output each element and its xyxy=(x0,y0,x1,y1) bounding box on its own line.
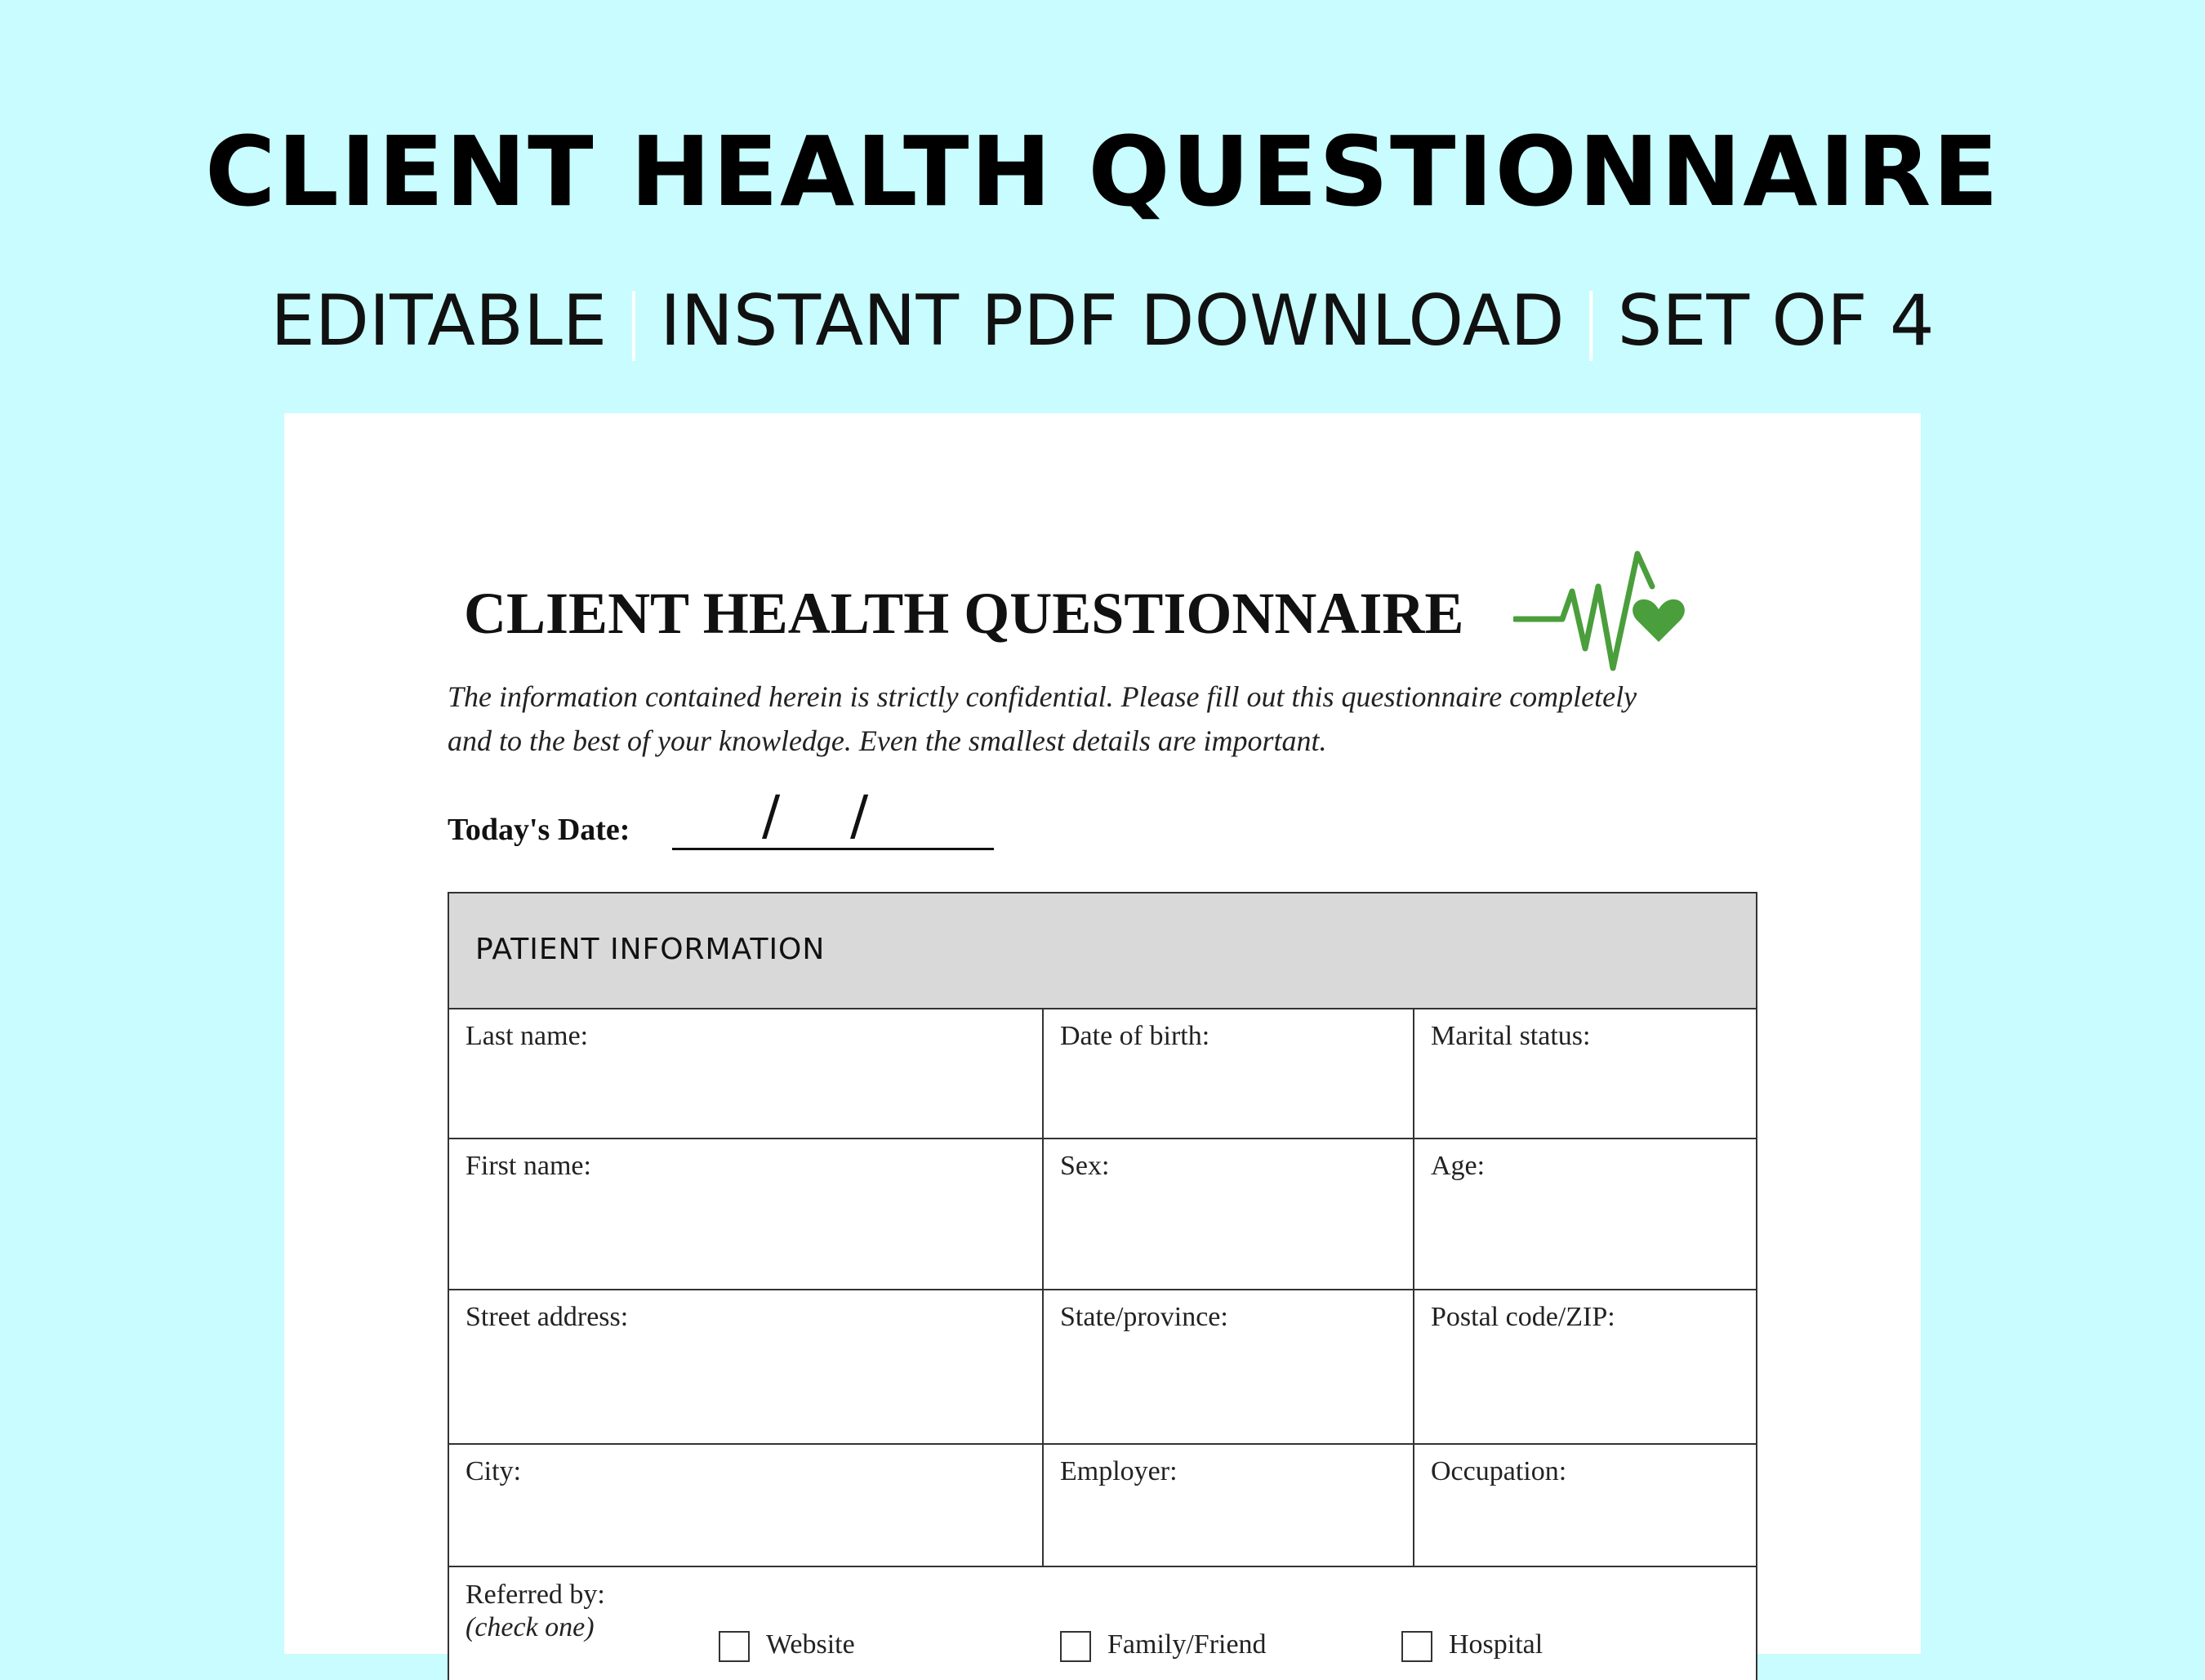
date-of-birth-field[interactable] xyxy=(1042,1008,1414,1139)
field-label: Employer: xyxy=(1060,1456,1178,1486)
marital-status-field[interactable] xyxy=(1413,1008,1757,1139)
city-field[interactable] xyxy=(448,1443,1044,1567)
feature-editable: EDITABLE xyxy=(270,280,608,362)
state-province-field[interactable] xyxy=(1042,1289,1414,1445)
checkbox[interactable] xyxy=(1060,1631,1091,1662)
employer-field[interactable] xyxy=(1042,1443,1414,1567)
banner-title: CLIENT HEALTH QUESTIONNAIRE xyxy=(205,115,2000,228)
option-label: Family/Friend xyxy=(1107,1629,1267,1660)
field-label: City: xyxy=(466,1456,522,1486)
feature-separator: | xyxy=(1579,280,1603,362)
document-title: CLIENT HEALTH QUESTIONNAIRE xyxy=(464,581,1464,646)
todays-date-label: Today's Date: xyxy=(448,813,630,847)
field-label: Postal code/ZIP: xyxy=(1431,1302,1615,1332)
field-label: Street address: xyxy=(466,1302,629,1332)
heartbeat-heart-icon xyxy=(1513,544,1701,675)
todays-date-row xyxy=(448,784,1101,854)
date-separator: / xyxy=(762,784,781,847)
field-label: Sex: xyxy=(1060,1151,1110,1181)
field-label: Marital status: xyxy=(1431,1021,1591,1051)
checkbox[interactable] xyxy=(1401,1631,1432,1662)
patient-information-table xyxy=(448,892,1757,1676)
intro-text xyxy=(448,675,1836,763)
option-label: Hospital xyxy=(1449,1629,1544,1660)
field-label: Last name: xyxy=(466,1021,589,1051)
last-name-field[interactable] xyxy=(448,1008,1044,1139)
first-name-field[interactable] xyxy=(448,1138,1044,1290)
street-address-field[interactable] xyxy=(448,1289,1044,1445)
age-field[interactable] xyxy=(1413,1138,1757,1290)
field-label: Age: xyxy=(1431,1151,1486,1181)
feature-pdf-download: INSTANT PDF DOWNLOAD xyxy=(660,280,1565,362)
field-label: State/province: xyxy=(1060,1302,1228,1332)
section-title: PATIENT INFORMATION xyxy=(475,933,826,966)
checkbox[interactable] xyxy=(719,1631,750,1662)
sex-field[interactable] xyxy=(1042,1138,1414,1290)
date-separator: / xyxy=(850,784,869,847)
intro-line: and to the best of your knowledge. Even the smallest details are important. xyxy=(448,724,1327,757)
intro-line: The information contained herein is strictly confidential. Please fill out this questionnaire completely xyxy=(448,680,1637,713)
feature-separator: | xyxy=(621,280,646,362)
field-label: Occupation: xyxy=(1431,1456,1567,1486)
document-preview xyxy=(284,413,1921,1660)
referred-by-note: (check one) xyxy=(466,1612,595,1642)
field-label: Date of birth: xyxy=(1060,1021,1210,1051)
referred-by-row xyxy=(448,1566,1757,1680)
section-header xyxy=(448,892,1757,1011)
todays-date-field[interactable] xyxy=(672,784,994,850)
feature-set-of-4: SET OF 4 xyxy=(1617,280,1935,362)
option-label: Website xyxy=(766,1629,855,1660)
referred-by-label xyxy=(466,1579,605,1644)
occupation-field[interactable] xyxy=(1413,1443,1757,1567)
banner-features xyxy=(0,276,2205,366)
referred-by-title: Referred by: xyxy=(466,1580,605,1610)
postal-code-field[interactable] xyxy=(1413,1289,1757,1445)
field-label: First name: xyxy=(466,1151,591,1181)
